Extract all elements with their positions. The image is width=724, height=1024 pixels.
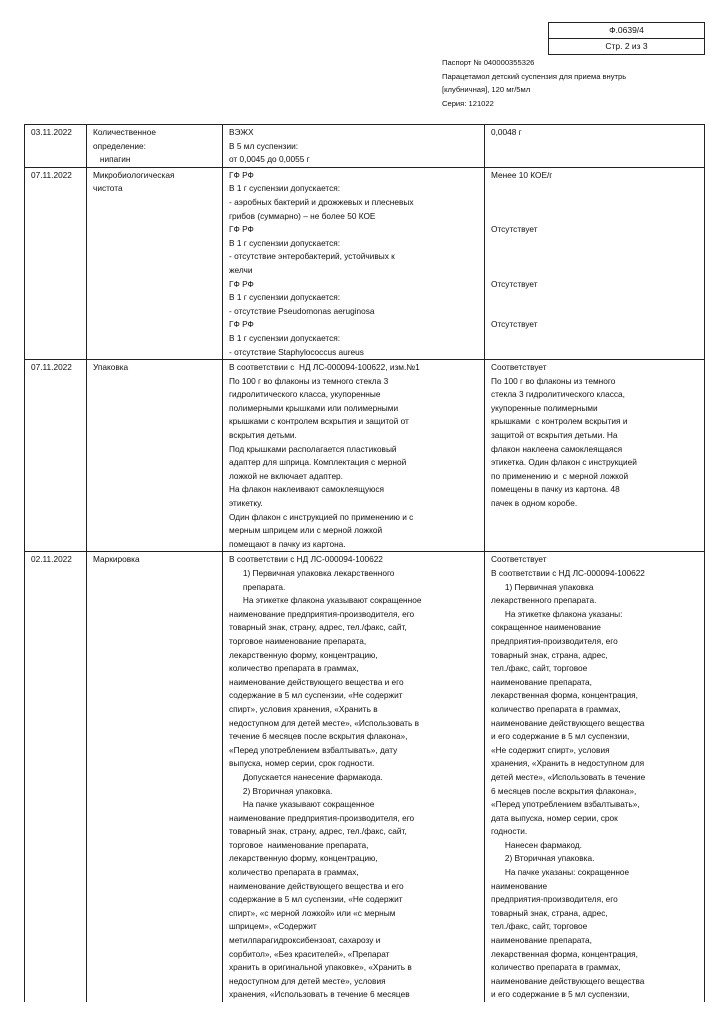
requirement-line: количество препарата в граммах,	[229, 867, 359, 878]
result-line: дата выпуска, номер серии, срок	[491, 812, 618, 823]
result-cell	[485, 167, 705, 359]
requirement-line: от 0,0045 до 0,0055 г	[229, 154, 310, 165]
requirement-line: выпуска, номер серии, срок годности.	[229, 758, 375, 769]
requirement-line: недоступном для детей месте», условия	[229, 975, 386, 986]
result-line: наименование	[491, 880, 548, 891]
result-line	[491, 305, 700, 319]
result-line: помещены в пачку из картона. 48	[491, 484, 620, 495]
result-line: На этикетке флакона указаны:	[491, 608, 623, 619]
requirement-line: наименование предприятия-производителя, его	[229, 608, 415, 619]
requirement-line: товарный знак, страну, адрес, тел./факс, сайт,	[229, 826, 407, 837]
result-line: лекарственная форма, концентрация,	[491, 690, 638, 701]
requirement-line: торговое наименование препарата,	[229, 839, 369, 850]
test-cell	[87, 125, 223, 168]
result-line: В соответствии с НД ЛС-000094-100622	[491, 568, 645, 578]
result-line: пачек в одном коробе.	[491, 498, 578, 509]
result-line: лекарственная форма, концентрация,	[491, 948, 638, 959]
test-results-table	[24, 124, 705, 1002]
requirement-line: В 1 г суспензии допускается:	[229, 292, 341, 303]
test-cell	[87, 552, 223, 1002]
date-cell: 02.11.2022	[25, 552, 87, 1002]
result-line: товарный знак, страна, адрес,	[491, 649, 608, 660]
requirement-line: торговое наименование препарата,	[229, 635, 367, 646]
requirement-line: товарный знак, страну, адрес, тел./факс, сайт,	[229, 622, 407, 633]
form-code: Ф.0639/4	[609, 25, 644, 35]
passport-header	[442, 56, 626, 110]
requirement-line: спирт», «с мерной ложкой» или «с мерным	[229, 907, 396, 918]
requirement-line: - отсутствие энтеробактерий, устойчивых к	[229, 251, 395, 262]
requirement-line: гидролитического класса, укупоренные	[229, 389, 381, 400]
requirement-line: В соответствии с НД ЛС-000094-100622, изм.№1	[229, 362, 420, 373]
requirement-line: В 1 г суспензии допускается:	[229, 237, 341, 248]
result-line: По 100 г во флаконы из темного	[491, 375, 616, 386]
requirement-line: лекарственную форму, концентрацию,	[229, 853, 378, 864]
test-line: чистота	[93, 183, 123, 194]
result-line: наименование действующего вещества	[491, 975, 645, 986]
result-line	[491, 196, 700, 210]
requirement-line: - отсутствие Pseudomonas aeruginosa	[229, 305, 375, 316]
result-line	[491, 182, 700, 196]
result-line: предприятия-производителя, его	[491, 894, 618, 905]
result-line: и его содержание в 5 мл суспензии,	[491, 989, 630, 1000]
requirement-line: ГФ РФ	[229, 224, 254, 235]
requirement-line: метилпарагидроксибензоат, сахарозу и	[229, 935, 381, 946]
result-line: детей месте», «Использовать в течение	[491, 771, 646, 782]
requirement-line: Под крышками располагается пластиковый	[229, 443, 397, 454]
requirement-line: ложкой не включает адаптер.	[229, 470, 343, 481]
requirement-line: мерным шприцем или с мерной ложкой	[229, 525, 383, 536]
result-line: Отсутствует	[491, 278, 538, 289]
requirement-line: наименование действующего вещества и его	[229, 880, 404, 891]
requirement-line: ГФ РФ	[229, 319, 254, 330]
microbiological-purity-row	[25, 167, 705, 359]
requirement-line: спирт», условия хранения, «Хранить в	[229, 703, 378, 714]
result-line: тел./факс, сайт, торговое	[491, 663, 588, 674]
date-cell: 03.11.2022	[25, 125, 87, 168]
test-cell	[87, 360, 223, 552]
requirement-line: В 1 г суспензии допускается:	[229, 332, 341, 343]
requirement-line: «Перед употреблением взбалтывать», дату	[229, 744, 398, 755]
result-line: Соответствует	[491, 554, 547, 565]
nipagin-assay-row	[25, 125, 705, 168]
result-line: товарный знак, страна, адрес,	[491, 907, 608, 918]
requirement-line: - аэробных бактерий и дрожжевых и плесневых	[229, 196, 414, 207]
result-line: «Не содержит спирт», условия	[491, 744, 610, 755]
test-line: нипагин	[93, 154, 131, 165]
requirement-line: вскрытия детьми.	[229, 430, 297, 441]
date-cell: 07.11.2022	[25, 167, 87, 359]
result-line: предприятия-производителя, его	[491, 635, 618, 646]
requirement-line: ВЭЖХ	[229, 127, 254, 137]
requirement-line: - отсутствие Staphylococcus aureus	[229, 346, 364, 357]
requirement-line: хранить в оригинальной упаковке», «Хранить в	[229, 962, 412, 973]
result-line: Менее 10 КОЕ/г	[491, 169, 553, 180]
requirement-line: количество препарата в граммах,	[229, 663, 359, 674]
packaging-row	[25, 360, 705, 552]
result-line	[491, 291, 700, 305]
requirement-line: шприцем», «Содержит	[229, 921, 317, 932]
date-cell: 07.11.2022	[25, 360, 87, 552]
test-line: Упаковка	[93, 362, 129, 373]
requirement-line: грибов (суммарно) – не более 50 КОЕ	[229, 210, 376, 221]
result-line: Отсутствует	[491, 224, 538, 235]
result-line: количество препарата в граммах,	[491, 703, 621, 714]
requirement-line: полимерными крышками или полимерными	[229, 402, 399, 413]
result-line: защитой от вскрытия детьми. На	[491, 430, 618, 441]
requirement-cell	[223, 125, 485, 168]
requirement-line: В соответствии с НД ЛС-000094-100622	[229, 554, 383, 565]
result-line: «Перед употреблением взбалтывать»,	[491, 799, 640, 810]
result-line: 6 месяцев после вскрытия флакона»,	[491, 785, 637, 796]
result-line: этикетка. Один флакон с инструкцией	[491, 457, 637, 468]
requirement-line: Один флакон с инструкцией по применению и с	[229, 511, 414, 522]
requirement-line: этикетку.	[229, 498, 263, 509]
result-line: Отсутствует	[491, 319, 538, 330]
result-line: тел./факс, сайт, торговое	[491, 921, 588, 932]
requirement-line: помещают в пачку из картона.	[229, 538, 346, 549]
page-number: Стр. 2 из 3	[549, 38, 704, 54]
requirement-line: наименование действующего вещества и его	[229, 676, 404, 687]
requirement-line: содержание в 5 мл суспензии, «Не содержит	[229, 690, 403, 701]
result-line: наименование действующего вещества	[491, 717, 645, 728]
requirement-line: содержание в 5 мл суспензии, «Не содержит	[229, 894, 403, 905]
passport-number: Паспорт № 040000355326	[442, 58, 535, 67]
requirement-line: ГФ РФ	[229, 169, 254, 180]
result-line	[491, 210, 700, 224]
requirement-line: На этикетке флакона указывают сокращенное	[229, 595, 422, 606]
result-line: Соответствует	[491, 362, 547, 373]
result-line: флакон наклеена самоклеящаяся	[491, 443, 623, 454]
requirement-line: желчи	[229, 264, 253, 275]
result-line: укупоренные полимерными	[491, 402, 598, 413]
test-line: определение:	[93, 140, 146, 151]
result-line: сокращенное наименование	[491, 622, 601, 633]
requirement-line: В 1 г суспензии допускается:	[229, 183, 341, 194]
requirement-cell	[223, 167, 485, 359]
result-line: наименование препарата,	[491, 935, 592, 946]
requirement-line: крышками с контролем вскрытия и защитой от	[229, 416, 409, 427]
requirement-line: На пачке указывают сокращенное	[229, 799, 375, 810]
test-line: Маркировка	[93, 554, 140, 565]
result-cell	[485, 552, 705, 1002]
requirement-line: адаптер для шприца. Комплектация с мерной	[229, 457, 407, 468]
requirement-line: препарата.	[229, 581, 286, 592]
form-code-box	[548, 22, 705, 55]
requirement-line: В 5 мл суспензии:	[229, 140, 299, 151]
requirement-line: 1) Первичная упаковка лекарственного	[229, 568, 395, 578]
result-line: по применению и с мерной ложкой	[491, 470, 629, 481]
requirement-cell	[223, 552, 485, 1002]
requirement-line: сорбитол», «Без красителей», «Препарат	[229, 948, 390, 959]
product-name: Парацетамол детский суспензия для приема внутрь	[442, 71, 627, 81]
result-line: 2) Вторичная упаковка.	[491, 853, 595, 864]
result-line: и его содержание в 5 мл суспензии,	[491, 731, 630, 742]
result-line: На пачке указаны: сокращенное	[491, 867, 630, 878]
requirement-cell	[223, 360, 485, 552]
result-line	[491, 264, 700, 278]
result-line: наименование препарата,	[491, 676, 592, 687]
batch-number: Серия: 121022	[442, 98, 494, 108]
result-line: хранения, «Хранить в недоступном для	[491, 758, 645, 769]
requirement-line: течение 6 месяцев после вскрытия флакона»,	[229, 731, 408, 742]
requirement-line: По 100 г во флаконы из темного стекла 3	[229, 375, 389, 386]
requirement-line: лекарственную форму, концентрацию,	[229, 649, 378, 660]
result-line: Нанесен фармакод.	[491, 839, 582, 850]
requirement-line: наименование предприятия-производителя, его	[229, 812, 415, 823]
result-cell	[485, 360, 705, 552]
requirement-line: недоступном для детей месте», «Использовать в	[229, 717, 420, 728]
result-line: количество препарата в граммах,	[491, 962, 621, 973]
result-line: годности.	[491, 826, 528, 837]
requirement-line: ГФ РФ	[229, 278, 254, 289]
labeling-row	[25, 552, 705, 1002]
product-dosage: [клубничная], 120 мг/5мл	[442, 85, 531, 95]
test-line: Количественное	[93, 127, 156, 137]
result-line: крышками с контролем вскрытия и	[491, 416, 628, 427]
test-line: Микробиологическая	[93, 169, 175, 180]
requirement-line: Допускается нанесение фармакода.	[229, 771, 383, 782]
result-line	[491, 250, 700, 264]
result-line: лекарственного препарата.	[491, 595, 597, 606]
result-line: стекла 3 гидролитического класса,	[491, 389, 625, 400]
requirement-line: хранения, «Использовать в течение 6 месяцев	[229, 989, 410, 1000]
requirement-line: 2) Вторичная упаковка.	[229, 785, 333, 796]
result-line	[491, 237, 700, 251]
result-line: 0,0048 г	[491, 127, 522, 137]
result-cell	[485, 125, 705, 168]
requirement-line: На флакон наклеивают самоклеящуюся	[229, 484, 385, 495]
test-cell	[87, 167, 223, 359]
result-line: 1) Первичная упаковка	[491, 581, 594, 592]
